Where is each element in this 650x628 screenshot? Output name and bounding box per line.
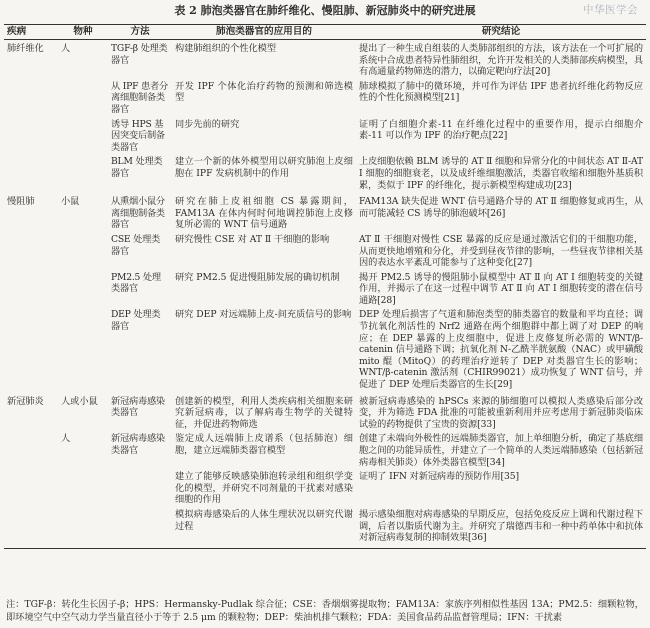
- header-conclusion: 研究结论: [356, 25, 646, 40]
- table-footnote: 注：TGF-β：转化生长因子-β；HPS：Hermansky-Pudlak 综合征；CSE：香烟烟雾提取物；FAM13A：家族序列相似性基因 13A；PM2.5：细颗粒物，即环境空气中空气动力学当量直径小于等于 2.5 μm 的颗粒物；DEP：柴油机排气颗粒；FDA：美国食品药品监督管理局；IFN：干扰素: [6, 599, 644, 623]
- method-cell: DEP 处理类器官: [111, 309, 161, 333]
- conclusion-cell: 上皮细胞依赖 BLM 诱导的 AT Ⅱ 细胞和异常分化的中间状态 AT Ⅱ-AT Ⅰ 细胞的细胞衰老，以及成纤维细胞激活，类器官收缩和细胞外基质积累，类似于 IPF 的纤维化，提示新模型构建成功[23]: [359, 156, 644, 191]
- conclusion-cell: 创建了未端向外极性的远端肺类器官，加上单细胞分析，确定了基底细胞之间的功能异质性，并建立了一个简单的人类远端肺感染（包括新冠病毒相关肺炎）体外类器官模型[34]: [359, 433, 643, 468]
- conclusion-cell: 证明了 IFN 对新冠病毒的预防作用[35]: [359, 471, 519, 483]
- method-cell: CSE 处理类器官: [111, 233, 161, 257]
- disease-cell: [4, 118, 58, 156]
- species-cell: [58, 80, 108, 118]
- conclusion-cell: 被新冠病毒感染的 hPSCs 来源的肺细胞可以模拟人类感染后部分改变，并为筛选 FDA 批准的可能被重新利用并应考虑用于新冠肺炎临床试验的药物提供了宝贵的资源[33]: [359, 395, 643, 430]
- header-purpose: 肺泡类器官的应用目的: [172, 25, 356, 40]
- method-cell: PM2.5 处理类器官: [111, 271, 161, 295]
- disease-cell: [4, 233, 58, 271]
- conclusion-cell: 肺球模拟了肺中的微环境，并可作为评估 IPF 患者抗纤维化药物反应性的个性化预测模型[21]: [359, 80, 643, 104]
- purpose-cell: 模拟病毒感染后的人体生理状况以研究代谢过程: [172, 508, 356, 548]
- table-row: [4, 308, 646, 392]
- purpose-cell: 建立了能够反映感染肺泡转录组和组织学变化的模型，并研究不同剂量的干扰素对感染细胞的作用: [175, 471, 353, 506]
- table-row: [4, 155, 646, 193]
- disease-cell: 肺纤维化: [7, 43, 44, 54]
- conclusion-cell: 揭开 PM2.5 诱导的慢阻肺小鼠模型中 AT Ⅱ 向 AT Ⅰ 细胞转变的关键作用，并揭示了在这一过程中调节 AT Ⅱ 向 AT Ⅰ 细胞转变的潜在信号通路[28]: [359, 271, 643, 306]
- header-disease: 疾病: [4, 25, 58, 40]
- table-row: [4, 271, 646, 309]
- conclusion-cell: 证明了白细胞介素-11 在纤维化过程中的重要作用，提示白细胞介素-11 可以作为 IPF 的治疗靶点[22]: [359, 118, 643, 142]
- purpose-cell: 研究 DEP 对远端肺上皮-间充质信号的影响: [175, 309, 352, 321]
- purpose-cell: 开发 IPF 个体化治疗药物的预测和筛选模型: [175, 80, 353, 104]
- table-title: 表 2 肺泡类器官在肺纤维化、慢阻肺、新冠肺炎中的研究进展: [174, 4, 476, 17]
- method-cell: 诱导 HPS 基因突变后制备类器官: [111, 118, 165, 153]
- disease-cell: 慢阻肺: [7, 196, 35, 208]
- conclusion-cell: AT Ⅱ 干细胞对慢性 CSE 暴露的反应是通过激活它们的干细胞功能，从而更快地增殖和分化，并受到昼夜节律的影响，一些昼夜节律相关基因的表达水平紊乱可能参与了这种变化[27]: [359, 233, 643, 269]
- table-header-row: [4, 25, 646, 40]
- method-cell: 新冠病毒感染类器官: [111, 395, 165, 419]
- header-method: 方法: [108, 25, 172, 40]
- purpose-cell: 创建新的模型，利用人类疾病相关细胞来研究新冠病毒，以了解病毒生物学的关键特征，并促进药物筛选: [175, 395, 353, 430]
- method-cell: 从 IPF 患者分离细胞制备类器官: [111, 80, 168, 115]
- purpose-cell: 构建肺组织的个性化模型: [175, 43, 277, 54]
- purpose-cell: 鉴定成人远端肺上皮谱系（包括肺泡）细胞，建立远端肺类器官模型: [175, 433, 353, 456]
- disease-cell: [4, 432, 58, 470]
- purpose-cell: 研究在肺上皮祖细胞 CS 暴露期间，FAM13A 在体内何时何地调控肺泡上皮修复所必需的 WNT 信号通路: [175, 196, 353, 231]
- table-row: [4, 508, 646, 548]
- method-cell: BLM 处理类器官: [111, 156, 163, 179]
- research-table: [4, 24, 646, 549]
- disease-cell: [4, 470, 58, 508]
- table-row: [4, 432, 646, 470]
- purpose-cell: 同步先前的研究: [175, 118, 240, 130]
- conclusion-cell: DEP 处理后损害了气道和肺泡类型的肺类器官的数量和平均直径；调节抗氧化剂活性的 Nrf2 通路在两个细胞群中都上调了对 DEP 的响应；在 DEP 暴露的上皮细胞中，促进上皮修复所必需的 WNT/β-catenin 信号通路下调；抗氧化剂 N-乙酰半胱氨酸（NAC）或甲磺酸 mito 醌（MitoQ）的药理治疗逆转了 DEP 对类器官生长的影响；WNT/β-catenin 激活剂（CHIR99021）成功恢复了 WNT 信号，并促进了 DEP 处理后类器官的生长[29]: [359, 309, 643, 391]
- disease-cell: 新冠肺炎: [7, 395, 44, 407]
- method-cell: 从熏烟小鼠分离细胞制备类器官: [111, 196, 165, 231]
- species-cell: [58, 271, 108, 309]
- method-cell: 新冠病毒感染类器官: [111, 433, 165, 456]
- disease-cell: [4, 508, 58, 548]
- purpose-cell: 建立一个新的体外模型用以研究肺泡上皮细胞在 IPF 发病机制中的作用: [175, 156, 353, 179]
- table-row: [4, 233, 646, 271]
- table-row: [4, 80, 646, 118]
- species-cell: [58, 470, 108, 508]
- species-cell: [58, 308, 108, 392]
- table-row: [4, 118, 646, 156]
- species-cell: [58, 118, 108, 156]
- purpose-cell: 研究 PM2.5 促进慢阻肺发展的确切机制: [175, 271, 340, 283]
- method-cell: TGF-β 处理类器官: [111, 43, 168, 66]
- species-cell: [58, 155, 108, 193]
- disease-cell: [4, 308, 58, 392]
- table-row: [4, 40, 646, 80]
- purpose-cell: 研究慢性 CSE 对 AT Ⅱ 干细胞的影响: [175, 233, 330, 245]
- species-cell: 小鼠: [61, 196, 80, 208]
- table-row: [4, 193, 646, 233]
- conclusion-cell: FAM13A 缺失促进 WNT 信号通路介导的 AT Ⅱ 细胞修复或再生，从而可能减轻 CS 诱导的肺泡破坏[26]: [359, 196, 643, 219]
- disease-cell: [4, 271, 58, 309]
- species-cell: 人或小鼠: [61, 395, 98, 407]
- table-row: [4, 393, 646, 433]
- disease-cell: [4, 80, 58, 118]
- journal-watermark: 中华医学会: [583, 4, 638, 16]
- species-cell: [58, 508, 108, 548]
- header-species: 物种: [58, 25, 108, 40]
- conclusion-cell: 揭示感染细胞对病毒感染的早期反应，包括免疫反应上调和代谢过程下调，后者以脂质代谢为主。并研究了瑞德西韦和一种中药单体中和抗体对新冠病毒复制的抑制效果[36]: [356, 508, 646, 548]
- table-row: [4, 470, 646, 508]
- method-cell: [108, 470, 172, 508]
- method-cell: [108, 508, 172, 548]
- disease-cell: [4, 155, 58, 193]
- species-cell: 人: [61, 433, 71, 445]
- species-cell: 人: [61, 43, 71, 54]
- species-cell: [58, 233, 108, 271]
- conclusion-cell: 提出了一种生成自组装的人类肺部组织的方法，该方法在一个可扩展的系统中合成患者特异性肺组织，允许开发相关的人类肺部疾病模型，具有高通量药物筛选的潜力，以确定靶向疗法[20]: [359, 43, 643, 78]
